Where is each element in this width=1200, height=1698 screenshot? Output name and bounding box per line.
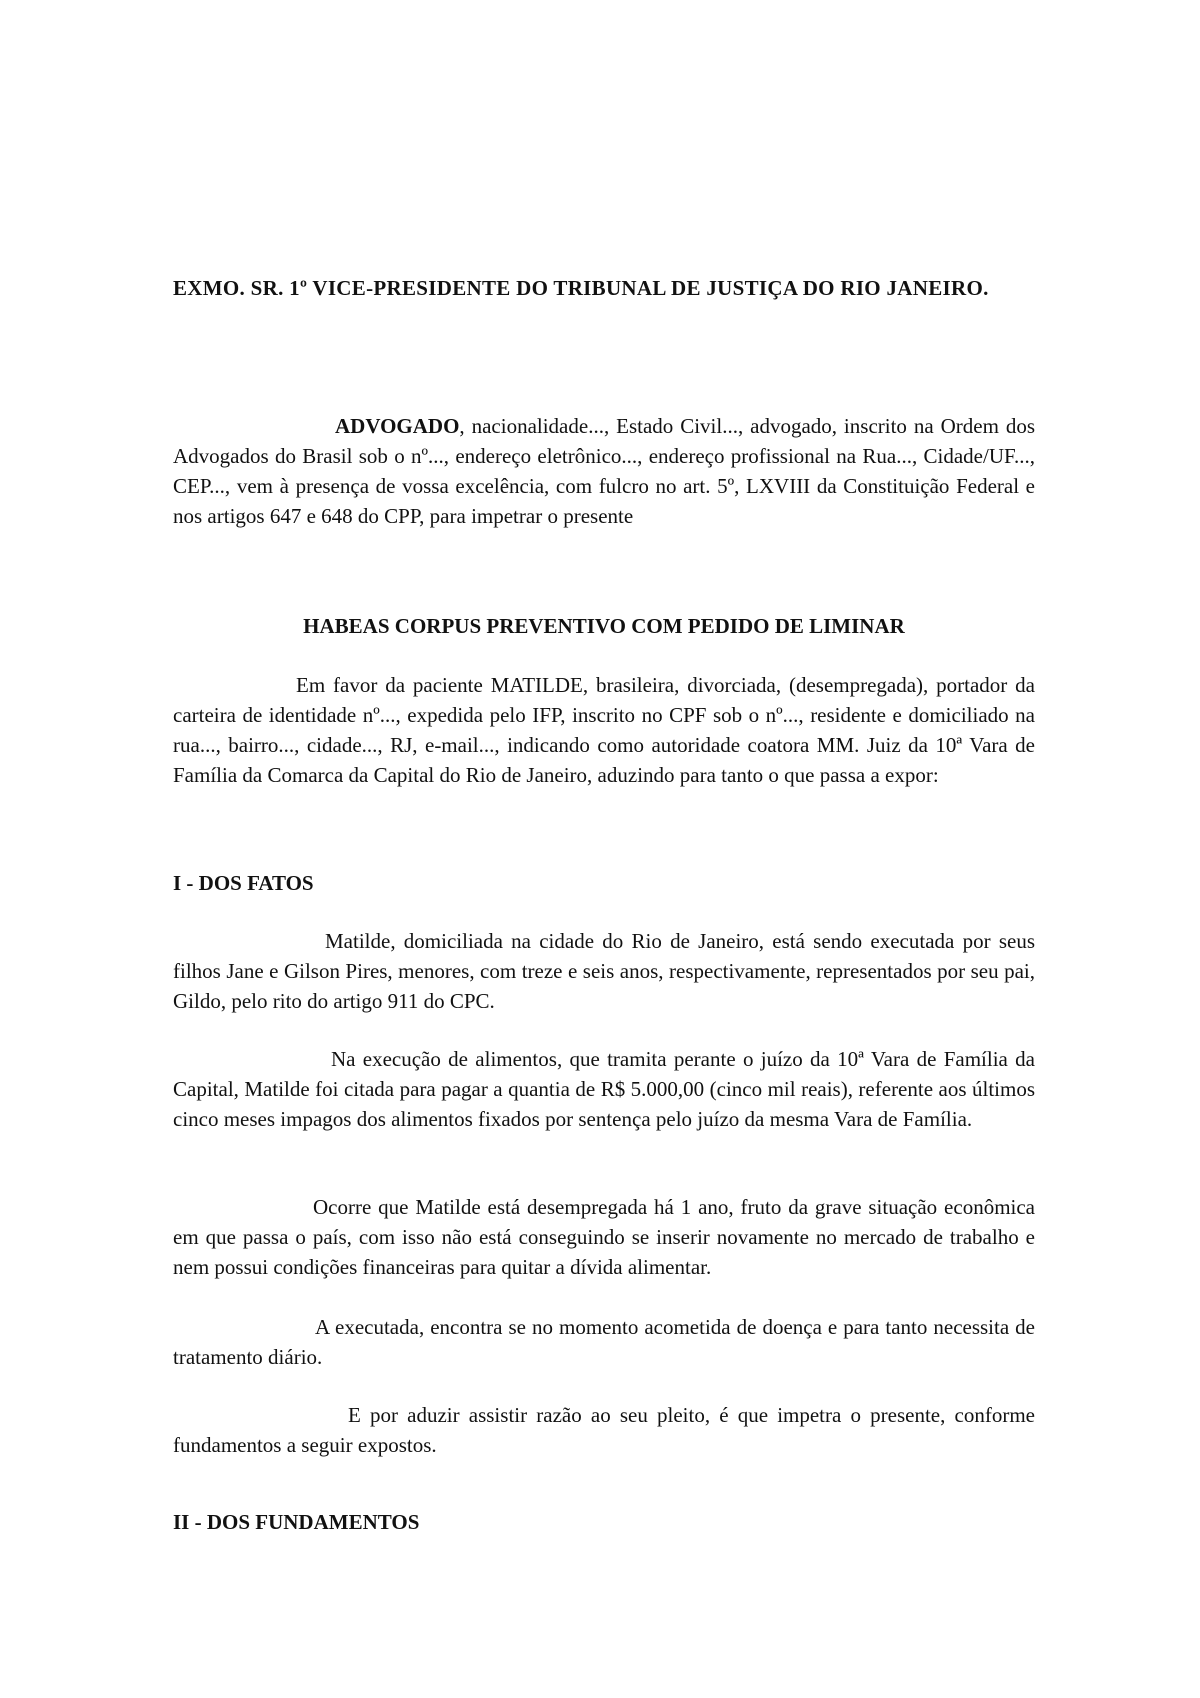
- facts-paragraph-3: Ocorre que Matilde está desempregada há 1 ano, fruto da grave situação econômica em que passa o país, com isso não está conseguindo se inserir novamente no mercado de trabalho e nem possui condições financeiras para quitar a dívida alimentar.: [173, 1195, 1035, 1279]
- section-heading-facts: I - DOS FATOS: [173, 871, 314, 895]
- section-heading-grounds: II - DOS FUNDAMENTOS: [173, 1510, 420, 1534]
- addressee-heading: EXMO. SR. 1º VICE-PRESIDENTE DO TRIBUNAL DE JUSTIÇA DO RIO JANEIRO.: [173, 276, 989, 300]
- facts-paragraph-4: A executada, encontra se no momento acometida de doença e para tanto necessita de tratamento diário.: [173, 1315, 1035, 1369]
- petitioner-name: ADVOGADO: [335, 414, 460, 438]
- facts-paragraph-5: E por aduzir assistir razão ao seu pleito, é que impetra o presente, conforme fundamentos a seguir expostos.: [173, 1403, 1035, 1457]
- petition-title: HABEAS CORPUS PREVENTIVO COM PEDIDO DE LIMINAR: [303, 614, 905, 638]
- facts-paragraph-1: Matilde, domiciliada na cidade do Rio de Janeiro, está sendo executada por seus filhos Jane e Gilson Pires, menores, com treze e seis anos, respectivamente, representados por seu pai, Gildo, pelo rito do artigo 911 do CPC.: [173, 929, 1035, 1013]
- facts-paragraph-2: Na execução de alimentos, que tramita perante o juízo da 10ª Vara de Família da Capital, Matilde foi citada para pagar a quantia de R$ 5.000,00 (cinco mil reais), referente aos últimos cinco meses impagos dos alimentos fixados por sentença pelo juízo da mesma Vara de Família.: [173, 1047, 1035, 1131]
- favor-paragraph: Em favor da paciente MATILDE, brasileira, divorciada, (desempregada), portador da carteira de identidade nº..., expedida pelo IFP, inscrito no CPF sob o nº..., residente e domiciliado na rua..., bairro..., cidade..., RJ, e-mail..., indicando como autoridade coatora MM. Juiz da 10ª Vara de Família da Comarca da Capital do Rio de Janeiro, aduzindo para tanto o que passa a expor:: [173, 673, 1035, 787]
- petitioner-text: , nacionalidade..., Estado Civil..., advogado, inscrito na Ordem dos Advogados do Brasil sob o nº..., endereço eletrônico..., endereço profissional na Rua..., Cidade/UF..., CEP..., vem à presença de vossa excelência, com fulcro no art. 5º, LXVIII da Constituição Federal e nos artigos 647 e 648 do CPP, para impetrar o presente: [173, 414, 1035, 528]
- petitioner-paragraph: [173, 411, 1035, 531]
